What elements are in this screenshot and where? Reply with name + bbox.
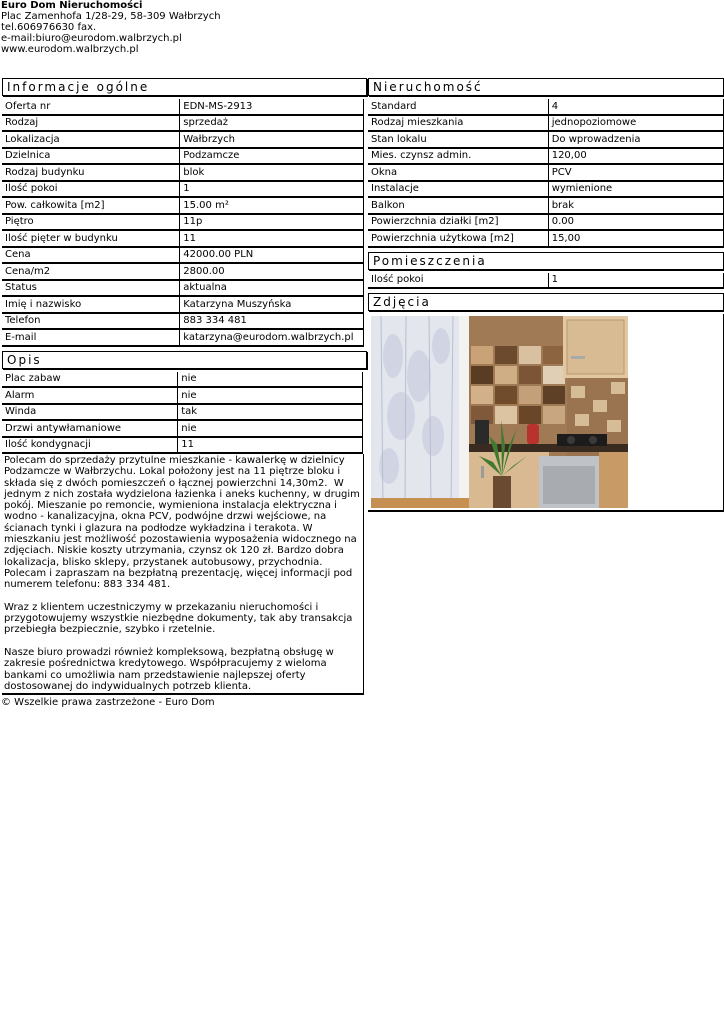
row-value: aktualna (180, 281, 364, 298)
left-column (0, 78, 365, 708)
row-label: Oferta nr (2, 99, 180, 116)
row-value: jednopoziomowe (549, 116, 724, 133)
row-label: Alarm (2, 388, 178, 405)
table-row (2, 165, 364, 182)
table-row (2, 248, 364, 265)
description-features-table (2, 372, 363, 455)
description-heading: Opis (2, 351, 367, 369)
row-label: Rodzaj budynku (2, 165, 180, 182)
table-row (2, 388, 363, 405)
table-row (2, 297, 364, 314)
row-label: Ilość pokoi (368, 273, 549, 290)
row-value: brak (549, 198, 724, 215)
company-address: Plac Zamenhofa 1/28-29, 58-309 Wałbrzych (1, 11, 221, 22)
general-info-heading: Informacje ogólne (2, 78, 367, 96)
row-label: Cena/m2 (2, 264, 180, 281)
property-heading: Nieruchomość (368, 78, 724, 96)
table-row (368, 116, 724, 133)
row-label: Status (2, 281, 180, 298)
table-row (368, 99, 724, 116)
row-label: Telefon (2, 314, 180, 331)
row-label: Okna (368, 165, 549, 182)
rooms-table (368, 273, 724, 290)
general-info-table (2, 99, 364, 347)
table-row (2, 405, 363, 422)
table-row (2, 281, 364, 298)
company-email: e-mail:biuro@eurodom.walbrzych.pl (1, 33, 182, 44)
row-value: PCV (549, 165, 724, 182)
row-label: Mies. czynsz admin. (368, 149, 549, 166)
property-table (368, 99, 724, 248)
row-value: 120,00 (549, 149, 724, 166)
row-value: Katarzyna Muszyńska (180, 297, 364, 314)
company-website: www.eurodom.walbrzych.pl (1, 44, 139, 55)
row-value: nie (178, 372, 363, 389)
row-label: Winda (2, 405, 178, 422)
row-value: wymienione (549, 182, 724, 199)
photos-box (368, 314, 724, 512)
table-row (2, 182, 364, 199)
table-row (2, 99, 364, 116)
row-value: nie (178, 388, 363, 405)
row-value: tak (178, 405, 363, 422)
table-row (368, 198, 724, 215)
row-label: Piętro (2, 215, 180, 232)
table-row (2, 438, 363, 455)
row-label: Rodzaj mieszkania (368, 116, 549, 133)
footer-copyright: © Wszelkie prawa zastrzeżone - Euro Dom (1, 697, 215, 709)
row-value: 2800.00 (180, 264, 364, 281)
table-row (368, 273, 724, 290)
row-value: Do wprowadzenia (549, 132, 724, 149)
row-value: nie (178, 421, 363, 438)
table-row (2, 149, 364, 166)
row-value: 42000.00 PLN (180, 248, 364, 265)
row-value: 883 334 481 (180, 314, 364, 331)
row-value: 11 (180, 231, 364, 248)
row-label: Cena (2, 248, 180, 265)
table-row (368, 231, 724, 248)
table-row (2, 132, 364, 149)
row-label: Ilość pięter w budynku (2, 231, 180, 248)
table-row (368, 149, 724, 166)
row-value: 0.00 (549, 215, 724, 232)
table-row (368, 215, 724, 232)
row-value: 1 (549, 273, 724, 290)
right-column (368, 78, 724, 512)
company-phone: tel.606976630 fax. (1, 22, 97, 33)
row-label: Balkon (368, 198, 549, 215)
row-value: sprzedaż (180, 116, 364, 133)
row-label: Ilość kondygnacji (2, 438, 178, 455)
row-label: Imię i nazwisko (2, 297, 180, 314)
row-value: Podzamcze (180, 149, 364, 166)
property-photo[interactable] (371, 316, 628, 508)
row-label: Instalacje (368, 182, 549, 199)
row-label: Stan lokalu (368, 132, 549, 149)
row-value: 1 (180, 182, 364, 199)
table-row (2, 116, 364, 133)
description-box (0, 454, 365, 695)
row-value: 11p (180, 215, 364, 232)
row-label: Powierzchnia użytkowa [m2] (368, 231, 549, 248)
table-row (2, 421, 363, 438)
row-label: Pow. całkowita [m2] (2, 198, 180, 215)
description-text: Polecam do sprzedaży przytulne mieszkanie - kawalerkę w dzielnicy Podzamcze w Wałbrzychu. Lokal położony jest na 11 piętrze bloku i składa się z dwóch pomieszczeń o łącznej powierzchni 14,30m2. W jednym z nich została wydzielona łazienka i aneks kuchenny, w drugim pokój. Mieszanie po remoncie, wymieniona instalacja elektryczna i wodno - kanalizacyjna, okna PCV, podwójne drzwi wejściowe, na ścianach tynki i glazura na podłodze wykładzina i terakota. W mieszkaniu jest możliwość pozostawienia wyposażenia widocznego na zdjęciach. Niskie koszty utrzymania, czynsz ok 120 zł. Bardzo dobra lokalizacja, blisko sklepy, przystanek autobusowy, przychodnia. Polecam i zapraszam na bezpłatną prezentację, więcej informacji pod numerem telefonu: 883 334 481. Wraz z klientem uczestniczymy w przekazaniu nieruchomości i przygotowujemy wszystkie niezbędne dokumenty, tak aby transakcja przebiegła bezpiecznie, szybko i rzetelnie. Nasze biuro prowadzi również kompleksową, bezpłatną obsługę w zakresie pośrednictwa kredytowego. Współpracujemy z wieloma bankami co umożliwia nam przedstawienie najlepszej oferty dostosowanej do indywidualnych potrzeb klienta. (2, 454, 364, 695)
table-row (2, 231, 364, 248)
table-row (2, 372, 363, 389)
row-label: Lokalizacja (2, 132, 180, 149)
rooms-heading: Pomieszczenia (368, 252, 724, 270)
row-label: Dzielnica (2, 149, 180, 166)
row-value: 15,00 (549, 231, 724, 248)
table-row (2, 330, 364, 347)
row-label: Rodzaj (2, 116, 180, 133)
company-header (1, 0, 701, 55)
table-row (368, 132, 724, 149)
row-label: Drzwi antywłamaniowe (2, 421, 178, 438)
table-row (368, 182, 724, 199)
row-value: katarzyna@eurodom.walbrzych.pl (180, 330, 364, 347)
row-label: Ilość pokoi (2, 182, 180, 199)
table-row (2, 198, 364, 215)
table-row (2, 264, 364, 281)
row-value: Wałbrzych (180, 132, 364, 149)
row-label: E-mail (2, 330, 180, 347)
row-value: 11 (178, 438, 363, 455)
photos-heading: Zdjęcia (368, 293, 724, 311)
row-label: Powierzchnia działki [m2] (368, 215, 549, 232)
row-value: EDN-MS-2913 (180, 99, 364, 116)
table-row (2, 215, 364, 232)
row-value: 4 (549, 99, 724, 116)
row-label: Standard (368, 99, 549, 116)
table-row (2, 314, 364, 331)
row-value: 15.00 m² (180, 198, 364, 215)
row-value: blok (180, 165, 364, 182)
row-label: Plac zabaw (2, 372, 178, 389)
company-name: Euro Dom Nieruchomości (1, 0, 143, 11)
table-row (368, 165, 724, 182)
